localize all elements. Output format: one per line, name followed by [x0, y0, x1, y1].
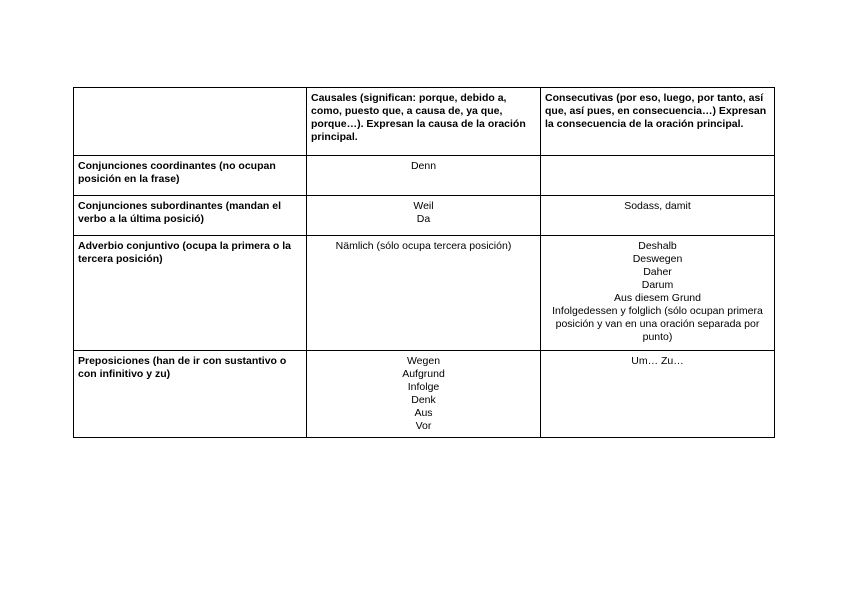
cell-line: Deswegen: [632, 253, 683, 265]
cell-line: Vor: [415, 420, 432, 432]
cell-line: Aus diesem Grund: [614, 292, 701, 304]
cell-line: Denk: [411, 394, 436, 406]
row-label-adverbio: Adverbio conjuntivo (ocupa la primera o la tercera posición): [74, 236, 307, 351]
row-label-coordinantes: Conjunciones coordinantes (no ocupan posición en la frase): [74, 156, 307, 196]
cell-line: Um… Zu…: [631, 355, 684, 367]
cell-line: Nämlich (sólo ocupa tercera posición): [335, 240, 512, 252]
cell-coordinantes-consecutivas: [541, 156, 775, 196]
header-causales: Causales (significan: porque, debido a, como, puesto que, a causa de, ya que, porque…). Expresan la causa de la oración principal.: [307, 88, 541, 156]
table-row: [74, 196, 775, 236]
cell-line: Infolge: [407, 381, 440, 393]
table-row: [74, 351, 775, 438]
cell-line: Wegen: [406, 355, 441, 367]
cell-adverbio-causales: [307, 236, 541, 351]
table-row: [74, 156, 775, 196]
cell-line: Weil: [413, 200, 434, 212]
conjunctions-table: [73, 87, 775, 438]
cell-coordinantes-causales: [307, 156, 541, 196]
cell-line: Aufgrund: [402, 368, 445, 380]
cell-line: Aus: [414, 407, 433, 419]
header-empty-cell: [74, 88, 307, 156]
header-consecutivas: Consecutivas (por eso, luego, por tanto, así que, así pues, en consecuencia…) Expresan la consecuencia de la oración principal.: [541, 88, 775, 156]
cell-adverbio-consecutivas: [541, 236, 775, 351]
cell-line: Deshalb: [638, 240, 677, 252]
row-label-preposiciones: Preposiciones (han de ir con sustantivo o con infinitivo y zu): [74, 351, 307, 438]
cell-preposiciones-consecutivas: [541, 351, 775, 438]
cell-preposiciones-causales: [307, 351, 541, 438]
table-row: [74, 236, 775, 351]
cell-subordinantes-causales: [307, 196, 541, 236]
cell-line: Sodass, damit: [624, 200, 691, 212]
cell-line: Daher: [643, 266, 672, 278]
cell-subordinantes-consecutivas: [541, 196, 775, 236]
row-label-subordinantes: Conjunciones subordinantes (mandan el verbo a la última posició): [74, 196, 307, 236]
cell-line: Darum: [641, 279, 674, 291]
cell-line: Da: [416, 213, 431, 225]
cell-line: Infolgedessen y folglich (sólo ocupan primera posición y van en una oración separada por punto): [552, 305, 763, 343]
table-header-row: [74, 88, 775, 156]
cell-line: Denn: [410, 160, 437, 172]
